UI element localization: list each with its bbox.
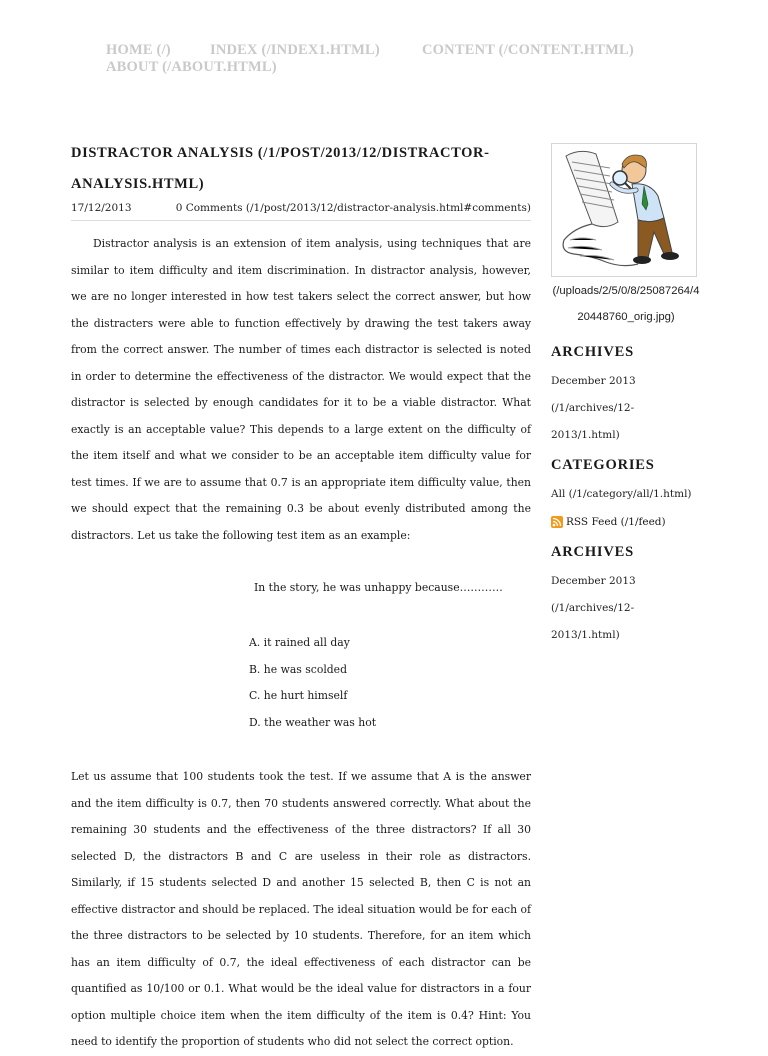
comments-link[interactable]: 0 Comments (/1/post/2013/12/distractor-analysis.html#comments) xyxy=(175,202,531,214)
post-paragraph: Distractor analysis is an extension of item analysis, using techniques that are similar to item difficulty and item discrimination. In distractor analysis, however, we are no longer interested in how test takers select the correct answer, but how the distracters were able to function effectively by drawing the test takers away from the correct answer. The number of times each distractor is selected is noted in order to determine the effectiveness of the distractor. We would expect that the distractor is selected by enough candidates for it to be a viable distractor. What exactly is an acceptable value? This depends to a large extent on the difficulty of the item itself and what we consider to be an acceptable item difficulty value for test times. If we are to assume that 0.7 is an appropriate item difficulty value, then we should expect that the remaining 0.3 be about evenly distributed among the distractors. Let us take the following test item as an example: xyxy=(71,237,531,542)
post-meta xyxy=(71,200,531,221)
post-title[interactable] xyxy=(71,138,531,200)
post-title-line2[interactable]: ANALYSIS.HTML) xyxy=(71,176,205,192)
nav-link-about[interactable]: ABOUT (/ABOUT.HTML) xyxy=(106,59,277,75)
option-b: B. he was scolded xyxy=(249,662,347,676)
rss-feed-label[interactable]: RSS Feed (/1/feed) xyxy=(566,516,666,528)
answer-options xyxy=(249,630,531,736)
rss-icon xyxy=(551,516,563,528)
categories-heading: CATEGORIES xyxy=(551,457,655,473)
option-d: D. the weather was hot xyxy=(249,715,377,729)
post-date: 17/12/2013 xyxy=(71,202,132,214)
post-title-line1[interactable]: DISTRACTOR ANALYSIS (/1/POST/2013/12/DISTRACTOR- xyxy=(71,145,490,161)
post xyxy=(71,138,531,1056)
image-caption[interactable]: (/uploads/2/5/0/8/25087264/420448760_orig.jpg) xyxy=(552,285,700,323)
category-link-all[interactable]: All (/1/category/all/1.html) xyxy=(551,488,692,500)
sidebar xyxy=(551,143,701,649)
option-c: C. he hurt himself xyxy=(249,689,348,702)
nav-link-home[interactable]: HOME (/) xyxy=(106,42,171,58)
archives-link-december-2013[interactable]: December 2013 (/1/archives/12-2013/1.html) xyxy=(551,575,636,641)
cartoon-illustration xyxy=(552,144,696,276)
archives-heading: ARCHIVES xyxy=(551,344,634,360)
post-paragraph: Let us assume that 100 students took the test. If we assume that A is the answer and the item difficulty is 0.7, then 70 students answered correctly. What about the remaining 30 students and the effectiveness of the three distractors? If all 30 selected D, the distractors B and C are useless in their role as distractors. Similarly, if 15 students selected D and another 15 selected B, then C is not an effective distractor and should be replaced. The ideal situation would be for each of the three distractors to be selected by 10 students. Therefore, for an item which has an item difficulty of 0.7, the ideal effectiveness of each distractor can be quantified as 10/100 or 0.1. What would be the ideal value for distractors in a four option multiple choice item when the item difficulty of the item is 0.4? Hint: You need to identify the proportion of students who did not select the correct option. xyxy=(71,770,531,1048)
cartoon-reading-scroll-image[interactable] xyxy=(551,143,697,277)
nav-link-content[interactable]: CONTENT (/CONTENT.HTML) xyxy=(422,42,634,58)
rss-feed-link[interactable] xyxy=(551,516,701,528)
option-a: A. it rained all day xyxy=(249,636,350,649)
archives-heading: ARCHIVES xyxy=(551,544,634,560)
nav-link-index[interactable]: INDEX (/INDEX1.HTML) xyxy=(210,42,380,58)
question-stem: In the story, he was unhappy because………… xyxy=(254,581,503,594)
archives-link-december-2013[interactable]: December 2013 (/1/archives/12-2013/1.html) xyxy=(551,375,636,441)
